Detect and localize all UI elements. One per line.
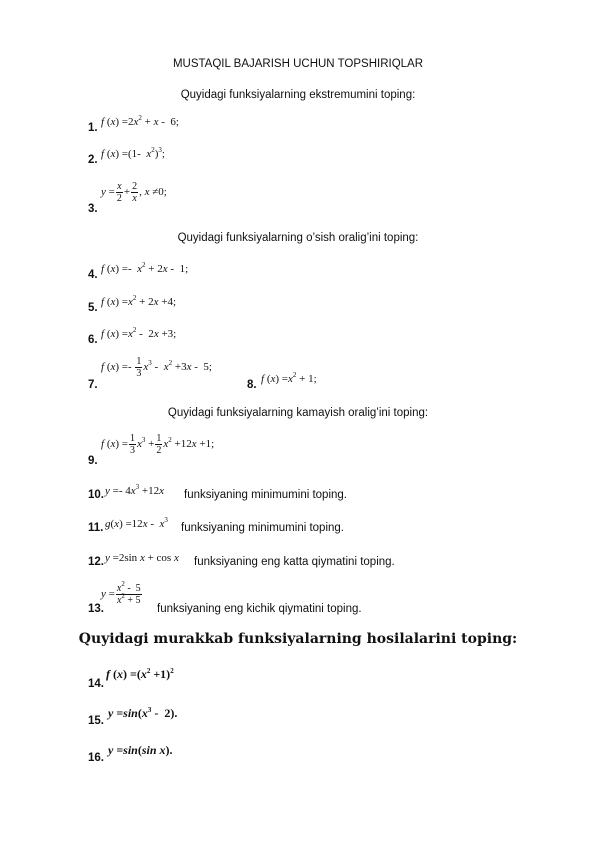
formula: y = $\frac{x^2 - 5}{x^2 + 5}$ — [101, 580, 141, 606]
formula: $y =- 4x^3 +12x$ — [105, 483, 165, 497]
formula: f $(x) =(x^2 +1)^2$ — [106, 667, 174, 681]
formula: $g(x) =12x - x^3$ — [105, 516, 168, 530]
item-description: funksiyaning eng kichik qiymatini toping. — [157, 603, 362, 615]
page-title: MUSTAQIL BAJARISH UCHUN TOPSHIRIQLAR — [172, 58, 424, 70]
formula: y =sin(sin x). — [108, 743, 173, 757]
item-number: 12. — [88, 556, 104, 568]
item-number: 14. — [88, 678, 104, 690]
item-number: 2. — [88, 154, 98, 166]
formula: f $(x) =2x^2 + x - 6$; — [101, 114, 179, 128]
section-heading-decrease: Quyidagi funksiyalarning kamayish oralig’ini toping: — [167, 407, 429, 419]
formula: f $(x) =x^2 + 2x +4$; — [101, 294, 177, 308]
formula: f $(x) =x^2 + 1$; — [261, 371, 317, 385]
item-number: 3. — [88, 203, 98, 215]
formula: y = $\frac{x}{2}$ + $\frac{2}{x}$ , x ≠0; — [101, 181, 167, 204]
section-heading-increase: Quyidagi funksiyalarning o’sish oralig’ini toping: — [177, 232, 419, 244]
item-number: 15. — [88, 715, 104, 727]
formula: $y =\sin(x^3 - 2)$. — [108, 706, 178, 720]
section-heading-extremum: Quyidagi funksiyalarning ekstremumini toping: — [180, 89, 416, 101]
item-number: 13. — [88, 603, 104, 615]
item-number: 16. — [88, 752, 104, 764]
item-number: 8. — [247, 379, 257, 391]
item-number: 6. — [88, 334, 98, 346]
item-number: 11. — [88, 522, 104, 534]
item-number: 5. — [88, 302, 98, 314]
item-number: 4. — [88, 269, 98, 281]
formula: f (x) =- $\frac{1}{3}$ $x^3 - x^2 +3x - 5$; — [101, 356, 212, 379]
section-heading-derivatives: Quyidagi murakkab funksiyalarning hosilalarini toping: — [78, 631, 518, 647]
item-number: 1. — [88, 122, 98, 134]
formula: f (x) = $\frac{1}{3}$ $x^3$ + $\frac{1}{2}$ $x^2 +12x +1$; — [101, 433, 215, 456]
item-description: funksiyaning minimumini toping. — [181, 522, 344, 534]
formula: f (x) =(1- $x^2)^3$; — [101, 146, 165, 160]
item-number: 9. — [88, 455, 98, 467]
item-description: funksiyaning minimumini toping. — [184, 489, 347, 501]
formula: f $(x) =- x^2 + 2x - 1$; — [101, 261, 189, 275]
item-number: 10. — [88, 489, 104, 501]
item-description: funksiyaning eng katta qiymatini toping. — [194, 556, 395, 568]
formula: y =2sin x + cos x — [105, 552, 179, 564]
formula: f $(x) =x^2 - 2x +3$; — [101, 326, 177, 340]
item-number: 7. — [88, 379, 98, 391]
